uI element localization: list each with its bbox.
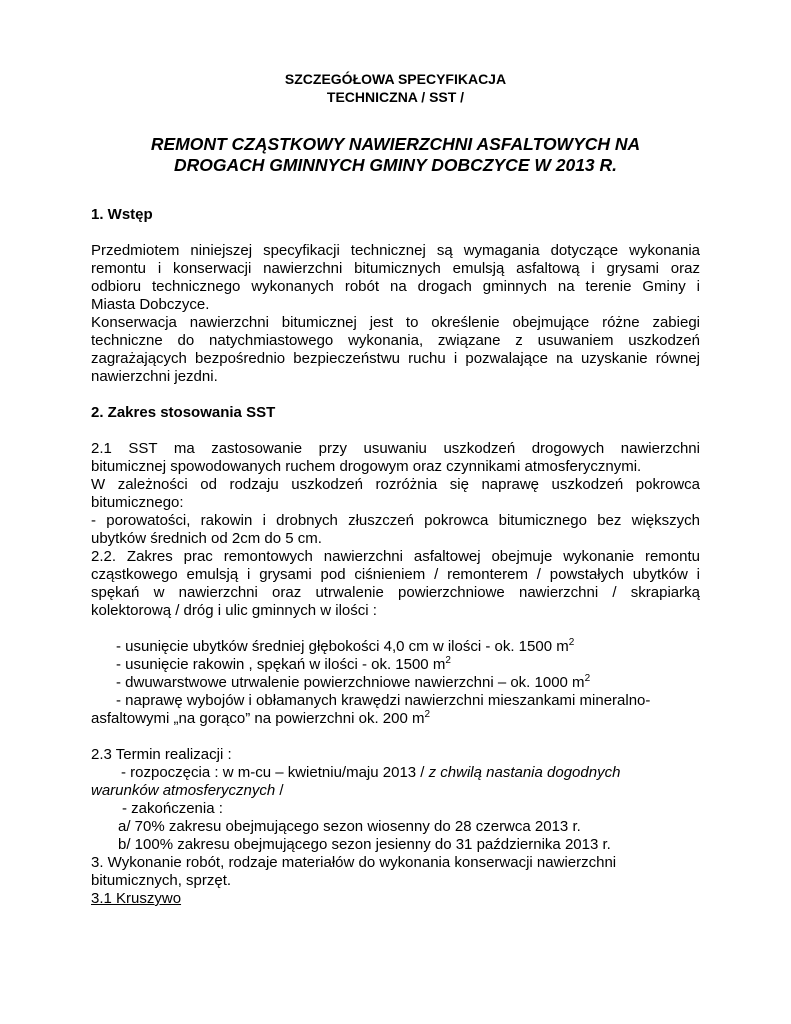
section1-paragraph1 (91, 242, 700, 314)
text-line: odbioru technicznego wykonanych robót na drogach gminnych na terenie Gminy i (91, 278, 700, 295)
text-line: kolektorową / dróg i ulic gminnych w ilości : (91, 602, 377, 619)
text-line: remontu i konserwacji nawierzchni bitumicznych emulsją asfaltową i grysami oraz (91, 260, 700, 277)
schedule-heading: 2.3 Termin realizacji : (91, 746, 232, 763)
text-line: 2.2. Zakres prac remontowych nawierzchni asfaltowej obejmuje wykonanie remontu (91, 548, 700, 565)
section3 (91, 854, 700, 908)
text-line: spękań w nawierzchni oraz utrwalenie powierzchniowe nawierzchni / skrapiarką (91, 584, 700, 601)
text-line: bitumicznego: (91, 494, 184, 511)
text-line: techniczne do natychmiastowego wykonania, związane z usuwaniem uszkodzeń (91, 332, 700, 349)
section2-2-paragraph (91, 548, 700, 620)
list-item: - usunięcie ubytków średniej głębokości 4,0 cm w ilości - ok. 1500 $m^2$ (116, 637, 575, 655)
text-line: bitumicznej spowodowanych ruchem drogowym oraz czynnikami atmosferycznymi. (91, 458, 642, 475)
section1-heading: 1. Wstęp (91, 206, 153, 223)
section2-1-paragraph (91, 440, 700, 548)
section2-heading: 2. Zakres stosowania SST (91, 404, 276, 421)
list-item: - usunięcie rakowin , spękań w ilości - ok. 1500 $m^2$ (116, 655, 451, 673)
text-line: zagrażających bezpośrednio bezpieczeństwu ruchu i pozwalające na uzyskanie równej (91, 350, 700, 367)
subsection-3-1-heading: 3.1 Kruszywo (91, 890, 182, 907)
schedule-end-b: b/ 100% zakresu obejmującego sezon jesienny do 31 października 2013 r. (118, 836, 611, 853)
document-title-line1: REMONT CZĄSTKOWY NAWIERZCHNI ASFALTOWYCH NA (150, 134, 641, 154)
text-line: nawierzchni jezdni. (91, 368, 218, 385)
section2-3-schedule (91, 746, 700, 854)
schedule-end-label: - zakończenia : (122, 800, 223, 817)
text-line: 2.1 SST ma zastosowanie przy usuwaniu uszkodzeń drogowych nawierzchni (91, 440, 700, 457)
text-line: ubytków średnich od 2cm do 5 cm. (91, 530, 322, 547)
schedule-start-continuation: warunków atmosferycznych / (91, 782, 284, 799)
text-line: Konserwacja nawierzchni bitumicznej jest to określenie obejmujące różne zabiegi (91, 314, 700, 331)
list-item: - naprawę wybojów i obłamanych krawędzi nawierzchni mieszankami mineralno- (116, 692, 651, 709)
schedule-end-a: a/ 70% zakresu obejmującego sezon wiosenny do 28 czerwca 2013 r. (118, 818, 581, 835)
text-line: Miasta Dobczyce. (91, 296, 210, 313)
spec-header-line2: TECHNICZNA / SST / (326, 89, 465, 105)
text-line: Przedmiotem niniejszej specyfikacji technicznej są wymagania dotyczące wykonania (91, 242, 700, 259)
schedule-start: - rozpoczęcia : w m-cu – kwietniu/maju 2013 / z chwilą nastania dogodnych (121, 764, 621, 781)
section1-paragraph2 (91, 314, 700, 386)
text-line: - porowatości, rakowin i drobnych złuszczeń pokrowca bitumicznego bez większych (91, 512, 700, 529)
scope-list (91, 638, 700, 728)
section3-heading-line2: bitumicznych, sprzęt. (91, 872, 232, 889)
text-line: W zależności od rodzaju uszkodzeń rozróżnia się naprawę uszkodzeń pokrowca (91, 476, 700, 493)
text-line: cząstkowego emulsją i grysami pod ciśnieniem / remonterem / powstałych ubytków i (91, 566, 700, 583)
document-page (91, 70, 700, 908)
document-title-line2: DROGACH GMINNYCH GMINY DOBCZYCE W 2013 R. (173, 155, 618, 175)
section3-heading-line1: 3. Wykonanie robót, rodzaje materiałów do wykonania konserwacji nawierzchni (91, 854, 617, 871)
list-item-continuation: asfaltowymi „na gorąco” na powierzchni ok. 200 $m^2$ (91, 709, 431, 727)
list-item: - dwuwarstwowe utrwalenie powierzchniowe nawierzchni – ok. 1000 $m^2$ (116, 673, 591, 691)
spec-header-line1: SZCZEGÓŁOWA SPECYFIKACJA (284, 71, 507, 87)
